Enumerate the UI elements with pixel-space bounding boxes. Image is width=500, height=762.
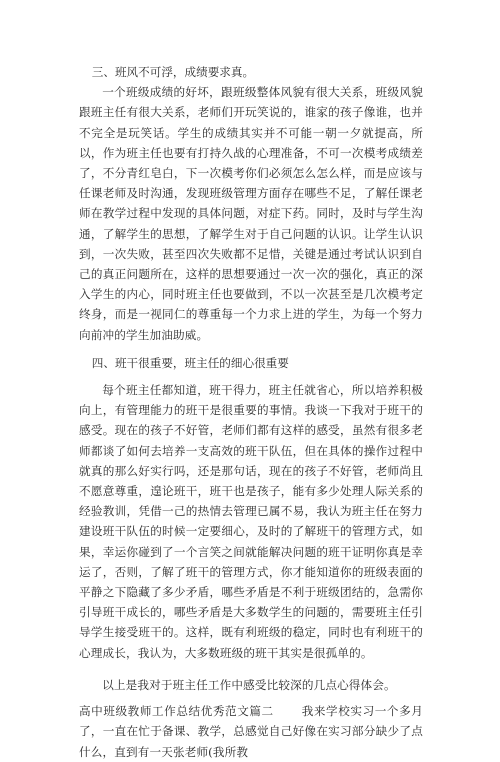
section-3-paragraph: 一个班级成绩的好坏，跟班级整体风貌有很大关系，班级风貌跟班主任有很大关系，老师们开玩笑说的，谁家的孩子像谁，也并不完全是玩笑话。学生的成绩其实并不可能一朝一夕就提高，所以，作为班主任也要有打持久战的心理准备，不可一次模考成绩差了，不分青红皂白，下一次模考你们必须怎么怎么样，而是应该与任课老师及时沟通，发现班级管理方面存在哪些不足，了解任课老师在教学过程中发现的具体问题，对症下药。同时，及时与学生沟通，了解学生的思想，了解学生对于自己问题的认识。让学生认识到，一次失败，甚至四次失败都不足惜，关键是通过考试认识到自己的真正问题所在，这样的思想要通过一次一次的强化，真正的深入学生的内心，同时班主任也要做到，不以一次甚至是几次模考定终身，而是一视同仁的尊重每一个力求上进的学生，为每一个努力向前冲的学生加油助威。 <box>79 85 423 342</box>
section-4-heading: 四、班干很重要，班主任的细心很重要 <box>91 355 289 370</box>
next-article-paragraph <box>79 701 423 762</box>
section-4-paragraph: 每个班主任都知道，班干得力，班主任就省心，所以培养积极向上，有管理能力的班干是很重要的事情。我谈一下我对于班干的感受。现在的孩子不好管，老师们都有这样的感受，虽然有很多老师都谈了如何去培养一支高效的班干队伍，但在具体的操作过程中就真的那么好实行吗，还是那句话，现在的孩子不好管，老师尚且不愿意尊重，遑论班干，班干也是孩子，能有多少处理人际关系的经验教训，凭借一己的热情去管理已属不易，我认为班主任在努力建设班干队伍的时候一定要细心，及时的了解班干的管理方式，如果，幸运你碰到了一个言笑之间就能解决问题的班干证明你真是幸运了，否则，了解了班干的管理方式，你才能知道你的班级表面的平静之下隐藏了多少矛盾，哪些矛盾是不利于班级团结的，急需你引导班干成长的，哪些矛盾是大多数学生的问题的，需要班主任引导学生接受班干的。这样，既有利班级的稳定，同时也有利班干的心理成长，我认为，大多数班级的班干其实是很孤单的。 <box>79 383 423 660</box>
next-article-body: 我来学校实习一个多月了，一直在忙于备课、教学，总感觉自己好像在实习部分缺少了点什么，直到有一天张老师(我所教 <box>79 704 423 759</box>
next-article-title: 高中班级教师工作总结优秀范文篇二 <box>79 704 274 719</box>
section-3-heading: 三、班风不可浮，成绩要求真。 <box>91 65 255 79</box>
document-content <box>79 62 423 762</box>
closing-paragraph: 以上是我对于班主任工作中感受比较深的几点心得体会。 <box>102 677 396 692</box>
